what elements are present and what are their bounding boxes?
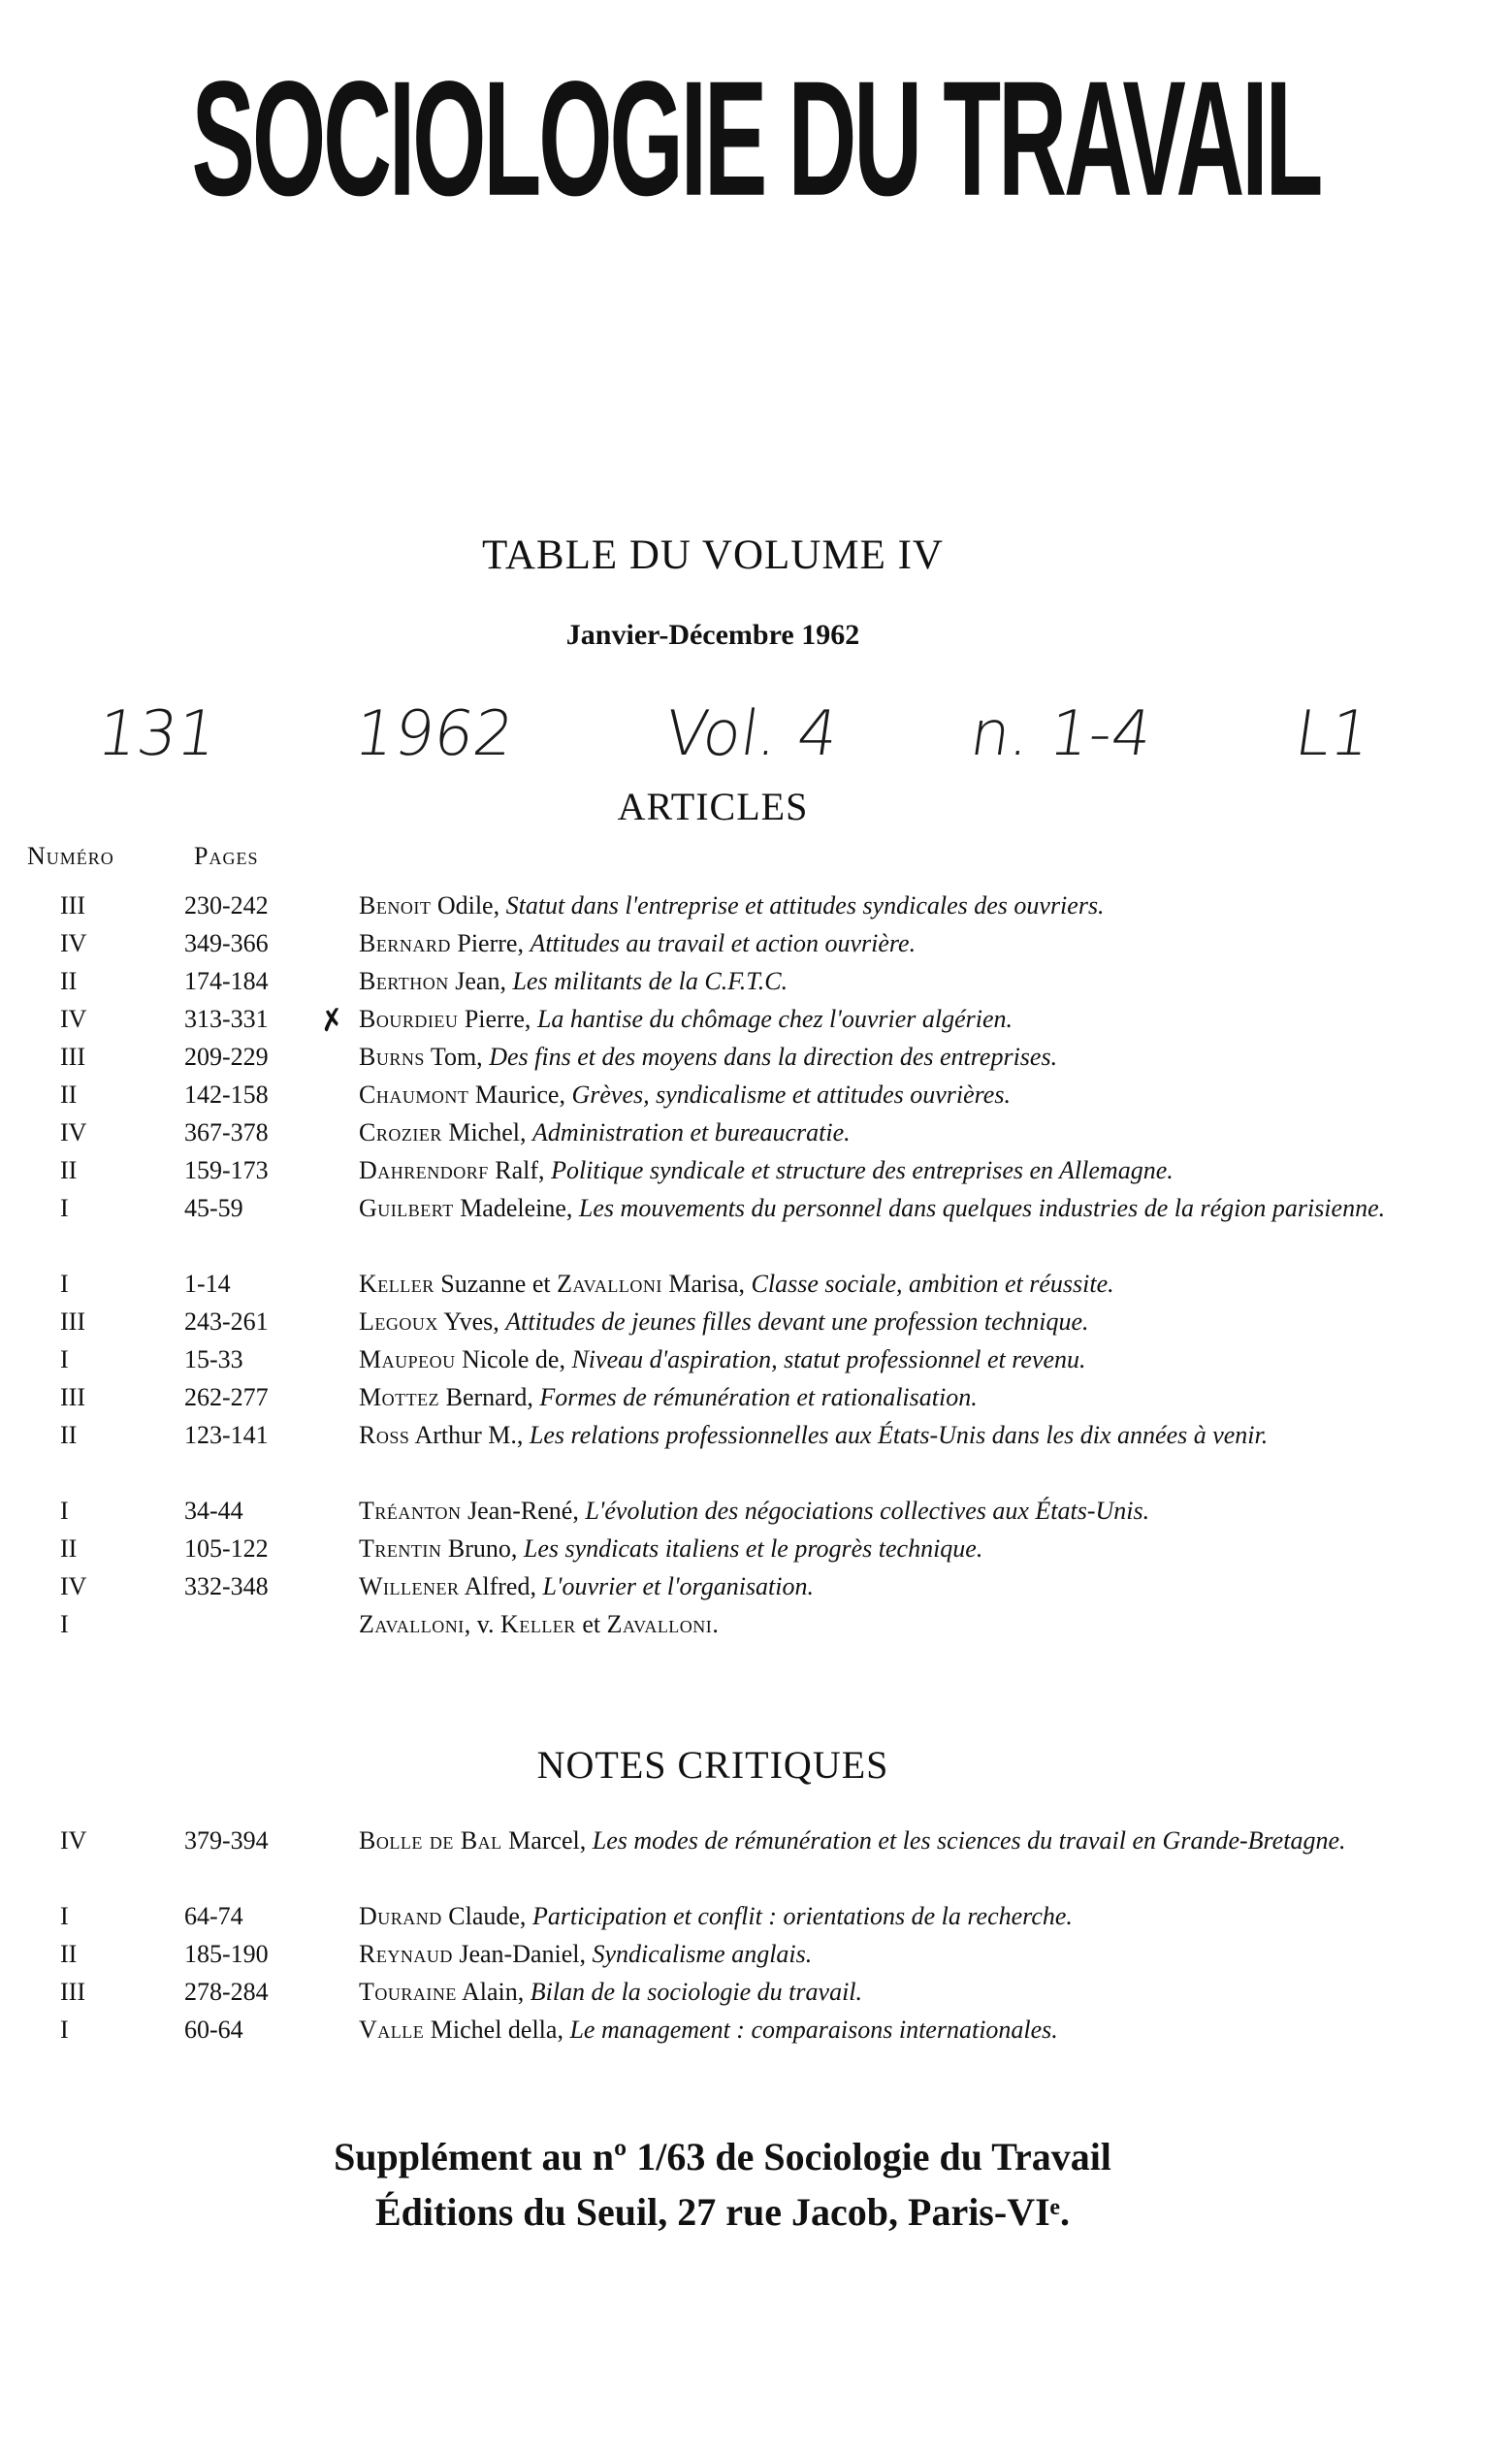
author-forename: Michel della, <box>424 2016 570 2044</box>
author-forename: Claude, <box>441 1902 532 1930</box>
article-title: Les relations professionnelles aux États-Unis dans les dix années à venir. <box>529 1421 1269 1449</box>
handwritten-number: 131 <box>92 698 222 770</box>
author-forename: Pierre, <box>458 1005 537 1033</box>
notes-list <box>0 1823 1512 2050</box>
article-title: L'évolution des négociations collectives aux États-Unis. <box>585 1497 1150 1525</box>
co-author-forename: Marisa, <box>661 1270 752 1298</box>
author-surname: Reynaud <box>359 1940 453 1968</box>
page-range: 230-242 <box>184 891 269 920</box>
page-range: 262-277 <box>184 1383 269 1411</box>
co-author-surname: Keller <box>500 1610 576 1638</box>
entry-text: Zavalloni, v. Keller et Zavalloni. <box>359 1610 719 1638</box>
handwritten-code: L1 <box>1290 698 1375 770</box>
author-surname: Trentin <box>359 1534 442 1563</box>
list-item <box>0 1494 1512 1532</box>
entry-text <box>359 1305 1387 1339</box>
author-forename: Jean, <box>448 967 513 995</box>
author-surname: Bernard <box>359 929 451 957</box>
author-surname: Legoux <box>359 1307 438 1336</box>
entry-text <box>359 1494 1387 1529</box>
list-item <box>0 1607 1512 1645</box>
list-item <box>0 1418 1512 1494</box>
author-forename: Odile, <box>431 891 506 920</box>
co-author-surname: Zavalloni <box>606 1610 713 1638</box>
author-surname: Bolle de Bal <box>359 1826 502 1855</box>
page-range: 15-33 <box>184 1345 243 1373</box>
issue-number: IV <box>60 1118 87 1146</box>
author-surname: Burns <box>359 1043 425 1071</box>
entry-text <box>359 888 1387 923</box>
list-item <box>0 888 1512 926</box>
list-item <box>0 1002 1512 1040</box>
entry-text <box>359 2013 1387 2048</box>
author-surname: Benoit <box>359 891 432 920</box>
page-range: 367-378 <box>184 1118 269 1146</box>
author-forename: Maurice, <box>468 1081 572 1109</box>
page-range: 142-158 <box>184 1081 269 1109</box>
handwritten-year: 1962 <box>349 698 519 770</box>
numero-column-header: Numéro <box>27 842 114 870</box>
article-title: Les mouvements du personnel dans quelques industries de la région parisienne. <box>578 1194 1386 1222</box>
handwritten-annotation <box>0 698 1512 786</box>
article-title: Attitudes au travail et action ouvrière. <box>530 929 917 957</box>
author-forename: Jean-René, <box>461 1497 586 1525</box>
issue-number: II <box>60 967 78 995</box>
article-title: L'ouvrier et l'organisation. <box>542 1572 815 1600</box>
entry-text <box>359 1975 1387 2010</box>
list-item <box>0 1899 1512 1937</box>
issue-number: I <box>60 2016 69 2044</box>
entry-text <box>359 1267 1387 1302</box>
issue-number: I <box>60 1610 69 1638</box>
list-item <box>0 1532 1512 1569</box>
handwritten-volume: Vol. 4 <box>659 698 843 770</box>
list-item <box>0 1191 1512 1267</box>
page-range: 185-190 <box>184 1940 269 1968</box>
marginal-check-mark: ✗ <box>317 1002 347 1040</box>
author-surname: Crozier <box>359 1118 442 1146</box>
page-range: 313-331 <box>184 1005 269 1033</box>
issue-number: IV <box>60 1826 87 1855</box>
article-title: La hantise du chômage chez l'ouvrier algérien. <box>536 1005 1013 1033</box>
list-item <box>0 1342 1512 1380</box>
author-surname: Mottez <box>359 1383 440 1411</box>
page-range: 174-184 <box>184 967 269 995</box>
issue-number: I <box>60 1345 69 1373</box>
author-surname: Bourdieu <box>359 1005 459 1033</box>
author-forename: Alfred, <box>459 1572 543 1600</box>
issue-number: II <box>60 1940 78 1968</box>
author-forename: Jean-Daniel, <box>452 1940 593 1968</box>
author-surname: Touraine <box>359 1978 457 2006</box>
issue-number: III <box>60 1383 85 1411</box>
article-title: Niveau d'aspiration, statut professionnel et revenu. <box>571 1345 1086 1373</box>
page-range: 64-74 <box>184 1902 243 1930</box>
author-forename: Ralf, <box>488 1156 552 1184</box>
list-item <box>0 1267 1512 1305</box>
handwritten-issues: n. 1-4 <box>965 698 1157 770</box>
list-item <box>0 1823 1512 1899</box>
issue-number: II <box>60 1421 78 1449</box>
issue-number: I <box>60 1902 69 1930</box>
entry-text <box>359 964 1387 999</box>
entry-text <box>359 1115 1387 1150</box>
list-item <box>0 1115 1512 1153</box>
article-title: Le management : comparaisons internationales. <box>569 2016 1058 2044</box>
list-item <box>0 1975 1512 2013</box>
issue-number: II <box>60 1534 78 1563</box>
list-item <box>0 1078 1512 1115</box>
issue-number: I <box>60 1270 69 1298</box>
page-range: 349-366 <box>184 929 269 957</box>
article-title: Administration et bureaucratie. <box>532 1118 851 1146</box>
author-forename: Tom, <box>424 1043 490 1071</box>
author-surname: Chaumont <box>359 1081 469 1109</box>
author-surname: Guilbert <box>359 1194 454 1222</box>
author-surname: Keller <box>359 1270 434 1298</box>
article-title: Participation et conflit : orientations de la recherche. <box>531 1902 1073 1930</box>
article-title: Statut dans l'entreprise et attitudes syndicales des ouvriers. <box>505 891 1105 920</box>
article-title: Classe sociale, ambition et réussite. <box>751 1270 1114 1298</box>
author-surname: Dahrendorf <box>359 1156 489 1184</box>
author-forename: Marcel, <box>501 1826 593 1855</box>
page-range: 379-394 <box>184 1826 269 1855</box>
author-forename: Nicole de, <box>455 1345 572 1373</box>
footer-publisher: Éditions du Seuil, 27 rue Jacob, Paris-VIᵉ. <box>375 2190 1070 2234</box>
author-surname: Maupeou <box>359 1345 456 1373</box>
entry-text <box>359 1342 1387 1377</box>
page-range: 45-59 <box>184 1194 243 1222</box>
author-forename: Pierre, <box>450 929 531 957</box>
entry-text <box>359 1532 1387 1566</box>
articles-heading: ARTICLES <box>617 785 809 828</box>
issue-number: I <box>60 1497 69 1525</box>
page-range: 243-261 <box>184 1307 269 1336</box>
author-forename: Bernard, <box>439 1383 540 1411</box>
list-item <box>0 1937 1512 1975</box>
articles-list <box>0 888 1512 1645</box>
issue-number: IV <box>60 1572 87 1600</box>
issue-number: III <box>60 891 85 920</box>
list-item <box>0 1153 1512 1191</box>
issue-number: III <box>60 1978 85 2006</box>
page-range: 332-348 <box>184 1572 269 1600</box>
page-range: 34-44 <box>184 1497 243 1525</box>
issue-number: IV <box>60 1005 87 1033</box>
author-forename: Yves, <box>437 1307 506 1336</box>
article-title: Formes de rémunération et rationalisation. <box>539 1383 978 1411</box>
list-item <box>0 926 1512 964</box>
article-title: Attitudes de jeunes filles devant une profession technique. <box>505 1307 1089 1336</box>
page-range: 1-14 <box>184 1270 231 1298</box>
article-title: Les militants de la C.F.T.C. <box>512 967 788 995</box>
author-surname: Valle <box>359 2016 425 2044</box>
page-range: 209-229 <box>184 1043 269 1071</box>
notes-heading: NOTES CRITIQUES <box>536 1743 889 1787</box>
page-range: 159-173 <box>184 1156 269 1184</box>
list-item <box>0 1380 1512 1418</box>
entry-text <box>359 1153 1387 1188</box>
issue-number: I <box>60 1194 69 1222</box>
list-item <box>0 2013 1512 2050</box>
list-item <box>0 1305 1512 1342</box>
author-forename: Madeleine, <box>453 1194 579 1222</box>
article-title: Grèves, syndicalisme et attitudes ouvrières. <box>571 1081 1011 1109</box>
entry-text <box>359 1040 1387 1075</box>
issue-number: III <box>60 1043 85 1071</box>
article-title: Bilan de la sociologie du travail. <box>530 1978 863 2006</box>
author-forename: Suzanne et <box>434 1270 558 1298</box>
issue-number: II <box>60 1156 78 1184</box>
page-range: 123-141 <box>184 1421 269 1449</box>
entry-text <box>359 1937 1387 1972</box>
issue-number: III <box>60 1307 85 1336</box>
page-range: 105-122 <box>184 1534 269 1563</box>
list-item <box>0 1569 1512 1607</box>
article-title: Les modes de rémunération et les sciences du travail en Grande-Bretagne. <box>592 1826 1346 1855</box>
issue-number: II <box>60 1081 78 1109</box>
footer-supplement: Supplément au nº 1/63 de Sociologie du Travail <box>334 2135 1111 2178</box>
list-item <box>0 1040 1512 1078</box>
issue-number: IV <box>60 929 87 957</box>
author-forename: , v. <box>464 1610 501 1638</box>
author-forename: Michel, <box>441 1118 532 1146</box>
page-range: 60-64 <box>184 2016 243 2044</box>
entry-text <box>359 1418 1387 1453</box>
journal-title: SOCIOLOGIE DU TRAVAIL <box>191 46 1321 230</box>
page-range: 278-284 <box>184 1978 269 2006</box>
entry-text <box>359 1569 1387 1604</box>
entry-text <box>359 1899 1387 1934</box>
article-title: Politique syndicale et structure des entreprises en Allemagne. <box>551 1156 1174 1184</box>
article-title: Syndicalisme anglais. <box>592 1940 813 1968</box>
volume-dates: Janvier-Décembre 1962 <box>565 619 860 651</box>
author-forename: Bruno, <box>441 1534 524 1563</box>
co-author-forename: et <box>575 1610 607 1638</box>
pages-column-header: Pages <box>194 842 259 870</box>
entry-text <box>359 1823 1387 1858</box>
entry-text <box>359 1002 1387 1037</box>
author-surname: Berthon <box>359 967 449 995</box>
article-title: Des fins et des moyens dans la direction des entreprises. <box>489 1043 1058 1071</box>
volume-heading: TABLE DU VOLUME IV <box>482 532 944 578</box>
author-surname: Tréanton <box>359 1497 462 1525</box>
author-surname: Willener <box>359 1572 460 1600</box>
entry-text <box>359 926 1387 961</box>
author-surname: Durand <box>359 1902 442 1930</box>
list-item <box>0 964 1512 1002</box>
entry-text <box>359 1380 1387 1415</box>
author-surname: Zavalloni <box>359 1610 465 1638</box>
co-author-surname: Zavalloni <box>557 1270 662 1298</box>
article-title: Les syndicats italiens et le progrès technique. <box>523 1534 983 1563</box>
author-surname: Ross <box>359 1421 410 1449</box>
author-forename: Arthur M., <box>409 1421 530 1449</box>
author-forename: Alain, <box>456 1978 531 2006</box>
entry-text <box>359 1078 1387 1113</box>
entry-text <box>359 1191 1387 1226</box>
